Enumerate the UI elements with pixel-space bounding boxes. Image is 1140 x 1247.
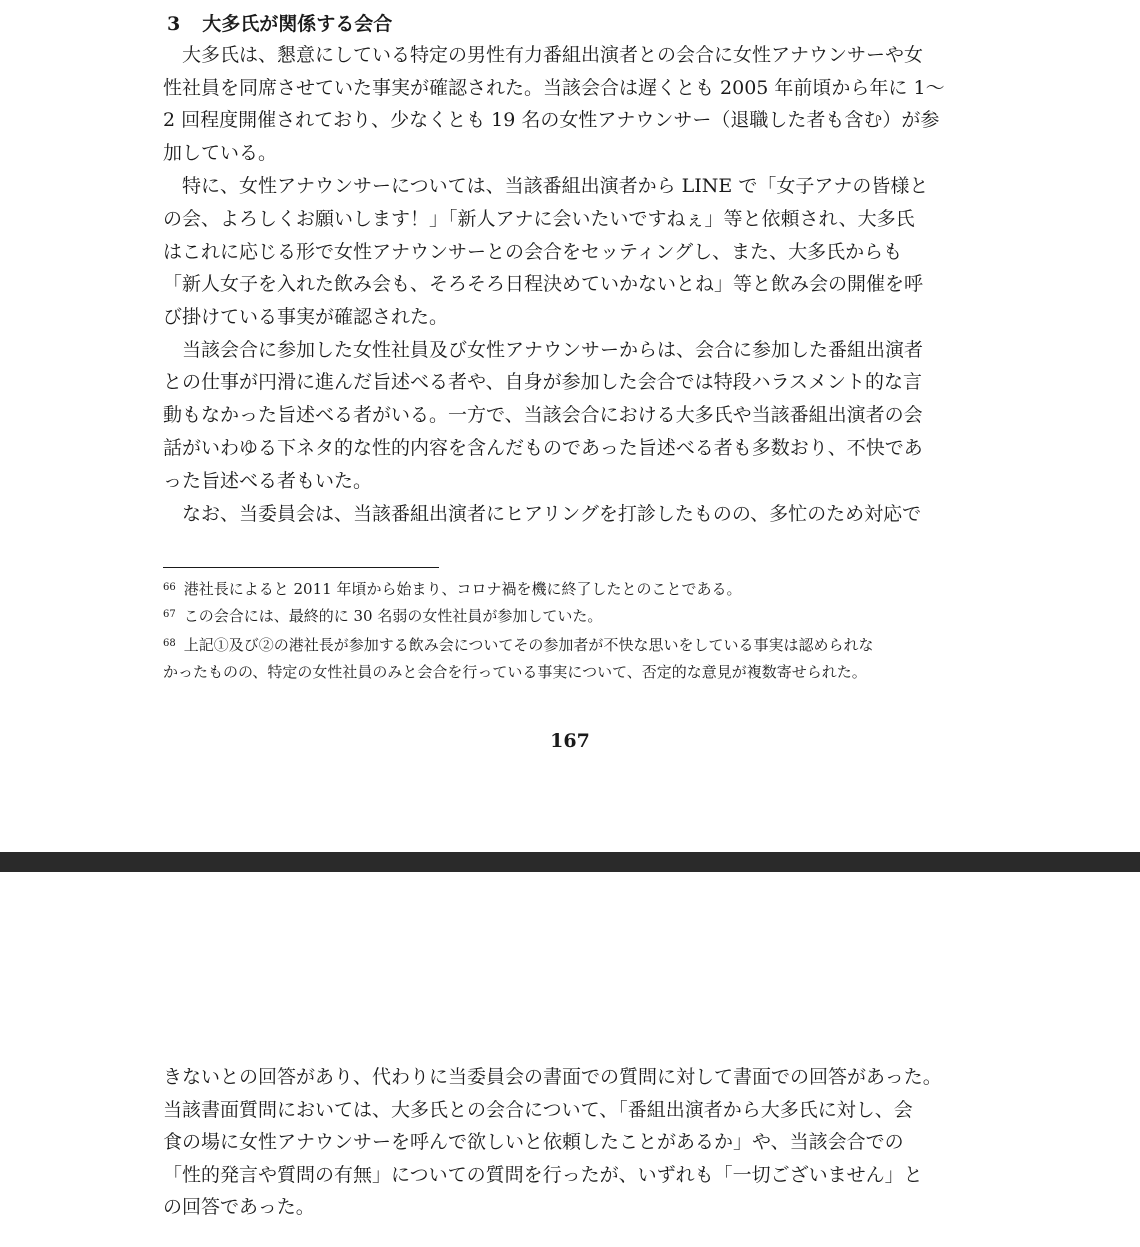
footnote-number: 67 xyxy=(163,609,176,620)
body-line: きないとの回答があり、代わりに当委員会の書面での質問に対して書面での回答があった。 xyxy=(163,1066,942,1088)
footnote-number: 68 xyxy=(163,638,176,649)
body-line: 動もなかった旨述べる者がいる。一方で、当該会合における大多氏や当該番組出演者の会 xyxy=(163,404,923,426)
body-line: 当該書面質問においては、大多氏との会合について、「番組出演者から大多氏に対し、会 xyxy=(163,1099,913,1121)
body-line: はこれに応じる形で女性アナウンサーとの会合をセッティングし、また、大多氏からも xyxy=(163,241,903,263)
body-line: の会、よろしくお願いします！」「新人アナに会いたいですねぇ」等と依頼され、大多氏 xyxy=(163,208,915,230)
body-line: った旨述べる者もいた。 xyxy=(163,470,373,492)
footnote-66 xyxy=(163,577,741,600)
footnote-number: 66 xyxy=(163,582,176,593)
section-heading xyxy=(163,10,392,38)
footnote-text: 港社長によると 2011 年頃から始まり、コロナ禍を機に終了したとのことである。 xyxy=(183,580,742,598)
footnote-67 xyxy=(163,604,602,627)
body-line: 性社員を同席させていた事実が確認された。当該会合は遅くとも 2005 年前頃から年に 1～ xyxy=(163,77,945,99)
body-line: 2 回程度開催されており、少なくとも 19 名の女性アナウンサー（退職した者も含む）が参 xyxy=(163,109,940,131)
footnote-divider xyxy=(163,567,439,568)
footnote-68-continuation: かったものの、特定の女性社員のみと会合を行っている事実について、否定的な意見が複数寄せられた。 xyxy=(163,663,867,681)
body-line: 特に、女性アナウンサーについては、当該番組出演者から LINE で「女子アナの皆様と xyxy=(163,175,929,197)
body-line: 当該会合に参加した女性社員及び女性アナウンサーからは、会合に参加した番組出演者 xyxy=(163,339,924,361)
page-number: 167 xyxy=(550,730,590,752)
footnote-68 xyxy=(163,633,873,656)
body-line: び掛けている事実が確認された。 xyxy=(163,306,449,328)
body-line: 加している。 xyxy=(163,142,278,164)
body-line: 話がいわゆる下ネタ的な性的内容を含んだものであった旨述べる者も多数おり、不快であ xyxy=(163,437,923,459)
body-line: 大多氏は、懇意にしている特定の男性有力番組出演者との会合に女性アナウンサーや女 xyxy=(163,44,924,66)
section-number: 3 xyxy=(167,13,181,35)
document-page-168 xyxy=(0,872,1140,1247)
footnote-text: 上記①及び②の港社長が参加する飲み会についてその参加者が不快な思いをしている事実は認められな xyxy=(183,636,874,654)
body-line: との仕事が円滑に進んだ旨述べる者や、自身が参加した会合では特段ハラスメント的な言 xyxy=(163,371,923,393)
page-separator xyxy=(0,852,1140,872)
body-line: の回答であった。 xyxy=(163,1196,315,1218)
body-line: 食の場に女性アナウンサーを呼んで欲しいと依頼したことがあるか」や、当該会合での xyxy=(163,1131,904,1153)
section-title: 大多氏が関係する会合 xyxy=(202,13,393,35)
body-line: 「性的発言や質問の有無」についての質問を行ったが、いずれも「一切ございません」と xyxy=(163,1164,923,1186)
body-line: 「新人女子を入れた飲み会も、そろそろ日程決めていかないとね」等と飲み会の開催を呼 xyxy=(163,273,924,295)
footnote-text: この会合には、最終的に 30 名弱の女性社員が参加していた。 xyxy=(183,607,603,625)
body-line: なお、当委員会は、当該番組出演者にヒアリングを打診したものの、多忙のため対応で xyxy=(163,503,922,525)
